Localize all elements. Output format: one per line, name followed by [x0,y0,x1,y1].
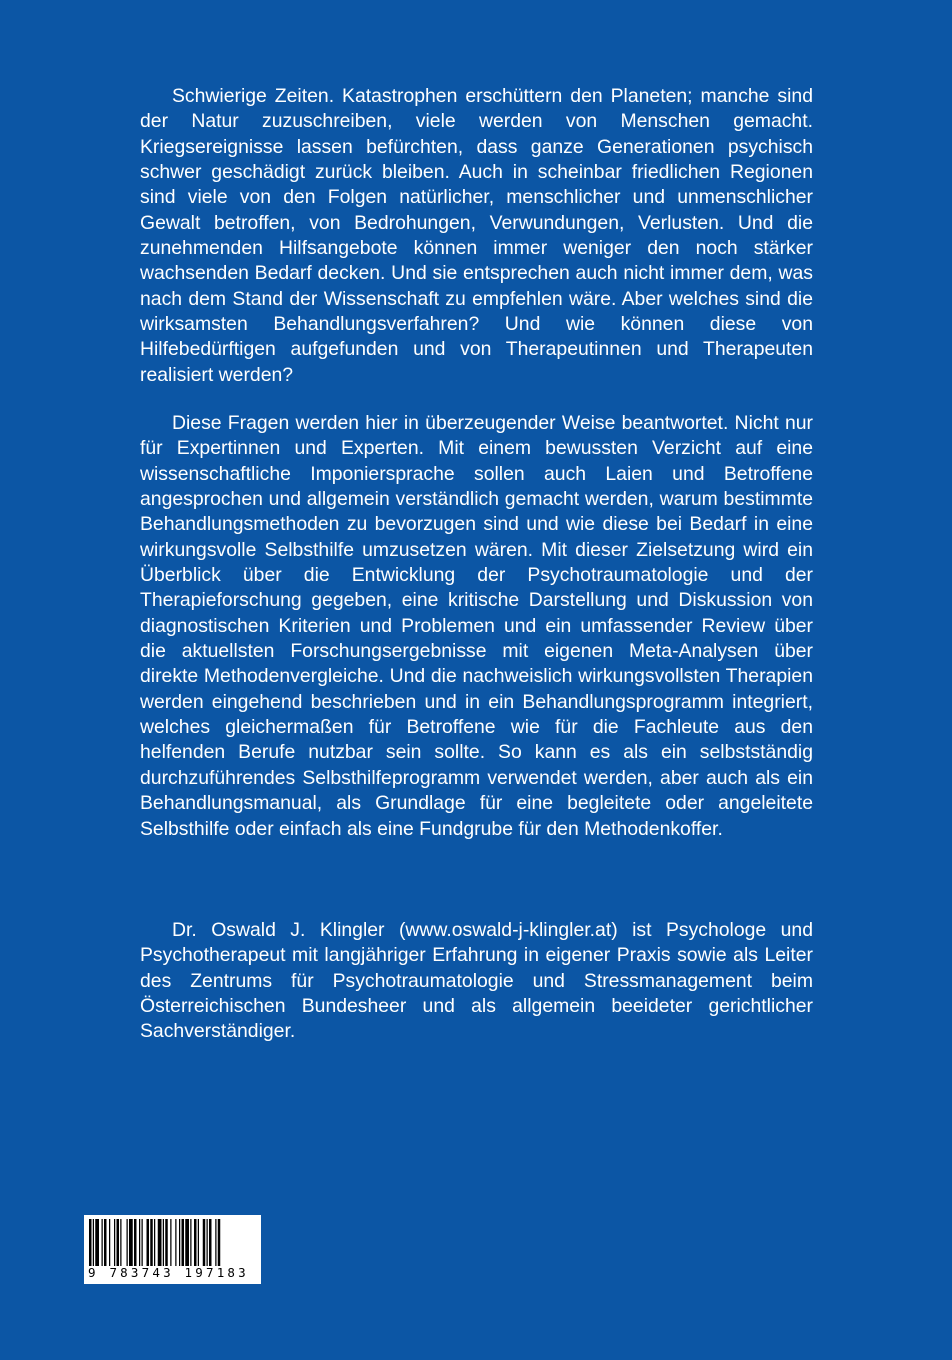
isbn-barcode [84,1215,261,1284]
author-bio: Dr. Oswald J. Klingler (www.oswald-j-klingler.at) ist Psychologe und Psychotherapeut mit langjähriger Erfahrung in eigener Praxis sowie als Leiter des Zentrums für Psychotraumatologie und Stressmanagement beim Österreichischen Bundesheer und als allgemein beeideter gerichtlicher Sachverständiger. [140,919,813,1043]
barcode-bars-icon [89,1219,257,1266]
blurb-paragraph-2: Diese Fragen werden hier in überzeugender Weise beantwortet. Nicht nur für Expertinnen und Experten. Mit einem bewussten Verzicht auf eine wissenschaftliche Imponiersprache sollen auch Laien und Betroffene angesprochen und allgemein verständlich gemacht werden, warum bestimmte Behandlungsmethoden zu bevorzugen sind und wie diese bei Bedarf in eine wirkungsvolle Selbsthilfe umzusetzen wären. Mit dieser Zielsetzung wird ein Überblick über die Entwicklung der Psychotraumatologie und der Therapieforschung gegeben, eine kritische Darstellung und Diskussion von diagnostischen Kriterien und Problemen und ein umfassender Review über die aktuellsten Forschungsergebnisse mit eigenen Meta-Analysen über direkte Methodenvergleiche. Und die nachweislich wirkungsvollsten Therapien werden eingehend beschrieben und in ein Behandlungsprogramm integriert, welches gleichermaßen für Betroffene wie für die Fachleute aus den helfenden Berufe nutzbar sein sollte. So kann es als ein selbstständig durchzuführendes Selbsthilfeprogramm verwendet werden, aber auch als ein Behandlungsmanual, als Grundlage für eine begleitete oder angeleitete Selbsthilfe oder einfach als eine Fundgrube für den Methodenkoffer. [140,412,813,840]
blurb-paragraph-1: Schwierige Zeiten. Katastrophen erschüttern den Planeten; manche sind der Natur zuzuschreiben, viele werden von Menschen gemacht. Kriegsereignisse lassen befürchten, dass ganze Generationen psychisch schwer geschädigt zurück bleiben. Auch in scheinbar friedlichen Regionen sind viele von den Folgen natürlicher, menschlicher und unmenschlicher Gewalt betroffen, von Bedrohungen, Verwundungen, Verlusten. Und die zunehmenden Hilfsangebote können immer weniger den noch stärker wachsenden Bedarf decken. Und sie entsprechen auch nicht immer dem, was nach dem Stand der Wissenschaft zu empfehlen wäre. Aber welches sind die wirksamsten Behandlungsverfahren? Und wie können diese von Hilfebedürftigen aufgefunden und von Therapeutinnen und Therapeuten realisiert werden? [140,85,813,386]
barcode-number: 9 783743 197183 [88,1265,249,1280]
